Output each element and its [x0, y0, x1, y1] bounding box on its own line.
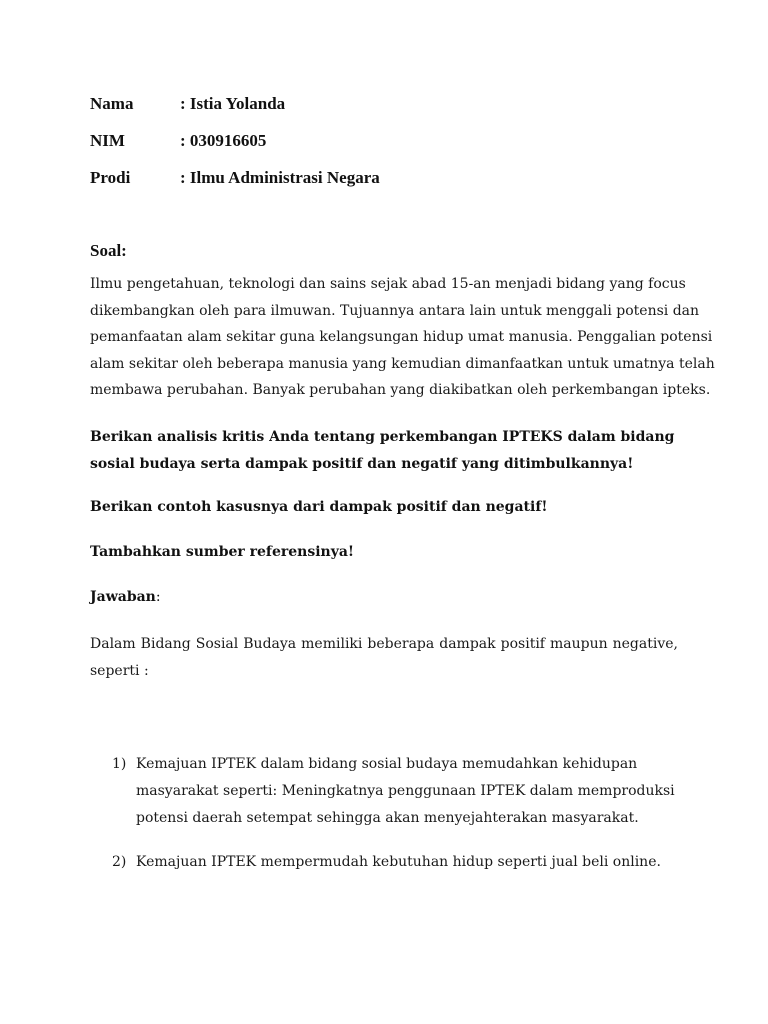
- jawaban-colon: :: [155, 589, 161, 605]
- question-line: sosial budaya serta dampak positif dan negatif yang ditimbulkannya!: [90, 455, 634, 472]
- identity-value: : 030916605: [180, 131, 267, 150]
- question-line: Berikan analisis kritis Anda tentang perkembangan IPTEKS dalam bidang: [90, 429, 675, 445]
- list-item: [112, 751, 675, 832]
- identity-value: : Istia Yolanda: [180, 94, 286, 113]
- paragraph-line: membawa perubahan. Banyak perubahan yang diakibatkan oleh perkembangan ipteks.: [90, 382, 711, 398]
- list-item: [112, 849, 672, 876]
- jawaban-heading: [90, 584, 161, 611]
- list-item-line: potensi daerah setempat sehingga akan menyejahterakan masyarakat.: [136, 810, 639, 826]
- paragraph-line: Ilmu pengetahuan, teknologi dan sains sejak abad 15-an menjadi bidang yang focus: [90, 276, 686, 292]
- soal-heading: Soal:: [90, 241, 127, 260]
- list-item-line: Kemajuan IPTEK dalam bidang sosial budaya memudahkan kehidupan: [136, 756, 638, 772]
- soal-paragraph: [90, 271, 715, 404]
- question-3: Tambahkan sumber referensinya!: [90, 544, 355, 560]
- paragraph-line: alam sekitar oleh beberapa manusia yang kemudian dimanfaatkan untuk umatnya telah: [90, 355, 715, 372]
- paragraph-line: dikembangkan oleh para ilmuwan. Tujuannya antara lain untuk menggali potensi dan: [90, 302, 700, 319]
- identity-label: NIM: [90, 131, 125, 150]
- jawaban-list: [112, 751, 675, 893]
- list-marker: 2): [112, 854, 127, 870]
- list-marker: 1): [112, 756, 127, 772]
- paragraph-line: pemanfaatan alam sekitar guna kelangsungan hidup umat manusia. Penggalian potensi: [90, 329, 713, 345]
- jawaban-label: Jawaban: [90, 589, 156, 605]
- identity-label: Nama: [90, 94, 134, 113]
- question-2: Berikan contoh kasusnya dari dampak positif dan negatif!: [90, 499, 548, 515]
- identity-label: Prodi: [90, 168, 131, 187]
- list-item-line: masyarakat seperti: Meningkatnya penggunaan IPTEK dalam memproduksi: [136, 783, 675, 799]
- identity-value: : Ilmu Administrasi Negara: [180, 168, 380, 187]
- question-1: [90, 424, 674, 477]
- jawaban-intro: Dalam Bidang Sosial Budaya memiliki beberapa dampak positif maupun negative, seperti :: [90, 636, 678, 679]
- list-item-line: Kemajuan IPTEK mempermudah kebutuhan hidup seperti jual beli online.: [136, 854, 661, 870]
